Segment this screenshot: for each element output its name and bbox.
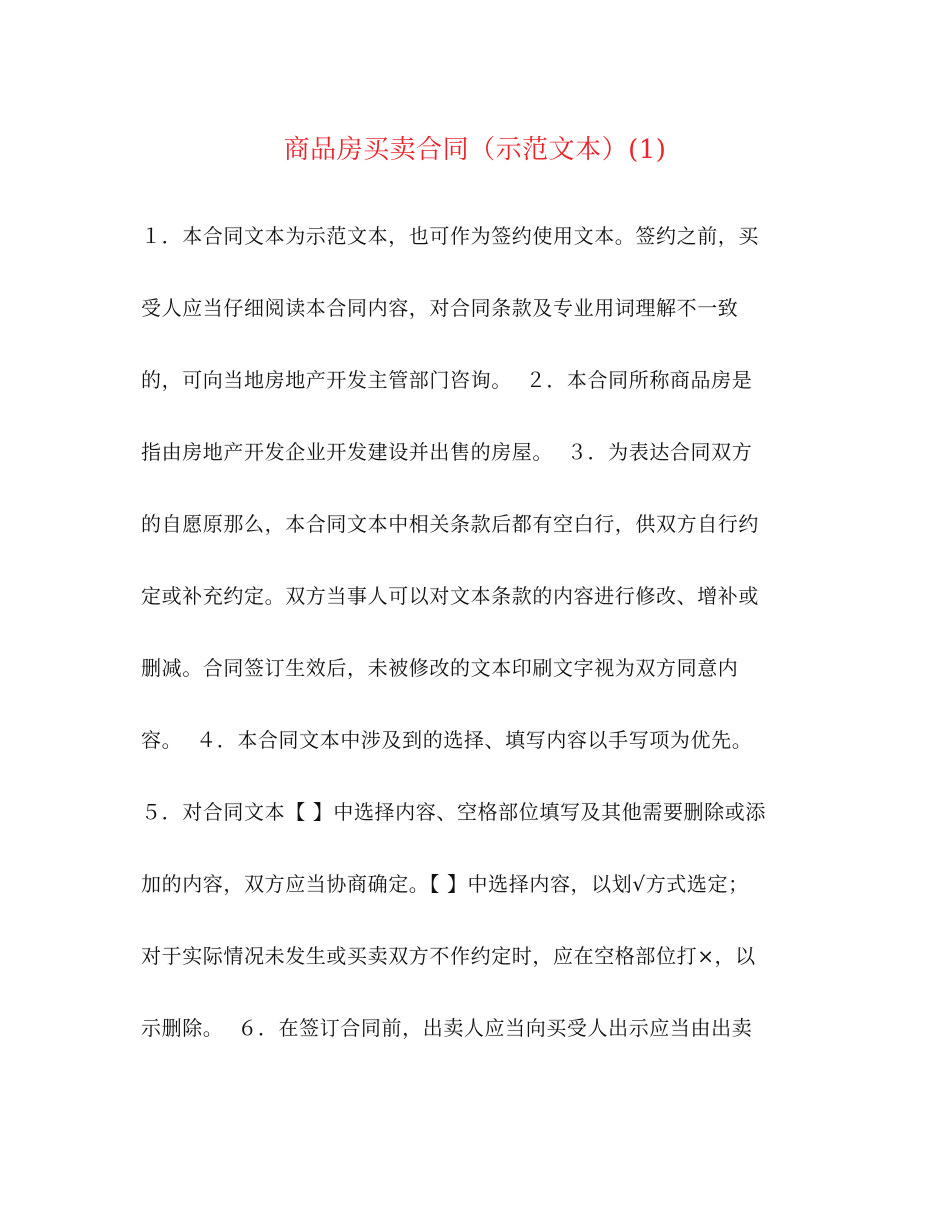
body-line-10: 加的内容，双方应当协商确定。【 】中选择内容，以划√方式选定； (141, 872, 749, 896)
body-line-7: 删减。合同签订生效后，未被修改的文本印刷文字视为双方同意内 (141, 656, 739, 680)
body-line-5: 的自愿原那么，本合同文本中相关条款后都有空白行，供双方自行约 (141, 512, 759, 536)
body-line-2: 受人应当仔细阅读本合同内容，对合同条款及专业用词理解不一致 (141, 296, 739, 320)
body-line-6: 定或补充约定。双方当事人可以对文本条款的内容进行修改、增补或 (141, 584, 759, 608)
body-line-12: 示删除。 ６．在签订合同前，出卖人应当向买受人出示应当由出卖 (141, 1016, 753, 1040)
document-title: 商品房买卖合同（示范文本）(1) (283, 135, 667, 165)
body-line-3: 的，可向当地房地产开发主管部门咨询。 ２．本合同所称商品房是 (141, 368, 753, 392)
body-line-1: １．本合同文本为示范文本，也可作为签约使用文本。签约之前，买 (141, 224, 759, 248)
body-line-8: 容。 ４．本合同文本中涉及到的选择、填写内容以手写项为优先。 (141, 728, 753, 752)
body-line-9: ５．对合同文本【 】中选择内容、空格部位填写及其他需要删除或添 (141, 800, 766, 824)
body-line-4: 指由房地产开发企业开发建设并出售的房屋。 ３．为表达合同双方 (141, 440, 753, 464)
body-line-11: 对于实际情况未发生或买卖双方不作约定时，应在空格部位打×，以 (141, 944, 756, 968)
